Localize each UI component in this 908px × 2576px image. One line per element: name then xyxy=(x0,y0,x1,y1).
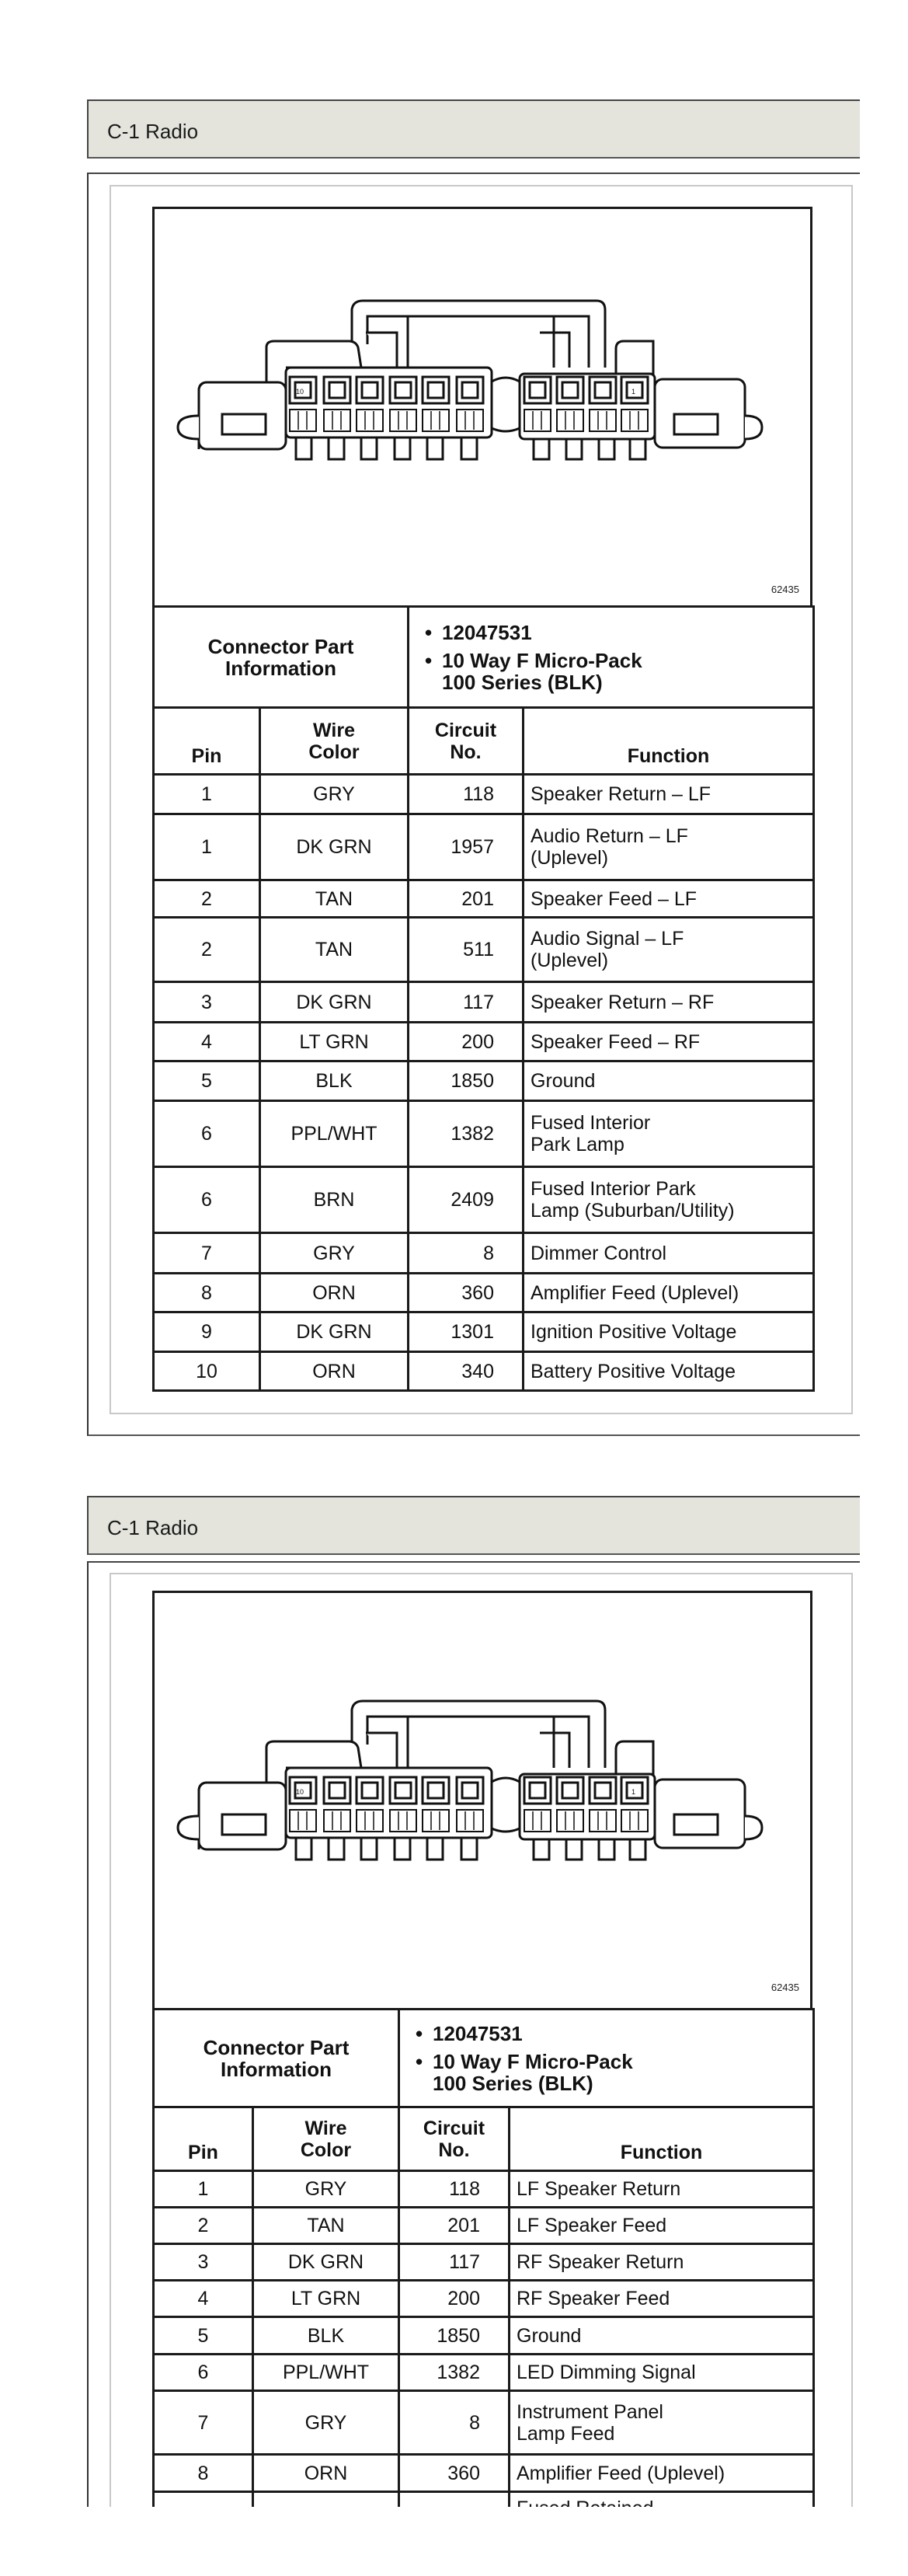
part-number: • 12047531 xyxy=(425,622,806,643)
table-row xyxy=(154,2455,814,2492)
wire-color-cell: BLK xyxy=(253,2317,399,2355)
wire-color-cell: GRY xyxy=(253,2391,399,2455)
table-row xyxy=(154,982,814,1023)
pin-cell: 4 xyxy=(154,1023,260,1061)
pin-cell: 2 xyxy=(154,918,260,982)
panel-2-title: C-1 Radio xyxy=(107,1516,199,1539)
panel-1-connector-diagram xyxy=(152,207,812,608)
table-row xyxy=(154,2171,814,2208)
col-pin: Pin xyxy=(154,708,260,775)
circuit-cell: 1850 xyxy=(409,1061,524,1101)
table-row xyxy=(154,1167,814,1233)
wire-color-cell: ORN xyxy=(253,2455,399,2492)
wire-color-cell: DK GRN xyxy=(253,2244,399,2281)
wire-color-cell: TAN xyxy=(260,880,409,918)
pin-cell: 1 xyxy=(154,814,260,880)
circuit-cell: 1957 xyxy=(409,814,524,880)
wire-color-cell: DK GRN xyxy=(260,1312,409,1352)
col-wire-color: Wire Color xyxy=(260,708,409,775)
col-circuit: Circuit No. xyxy=(409,708,524,775)
connector-info-label: Connector Part Information xyxy=(154,607,409,708)
table-row xyxy=(154,1061,814,1101)
wire-color-cell: BLK xyxy=(260,1061,409,1101)
pin-cell: 1 xyxy=(154,775,260,814)
part-number: • 12047531 xyxy=(416,2023,806,2044)
table-row xyxy=(154,1023,814,1061)
pin-cell: 2 xyxy=(154,2208,253,2244)
circuit-cell: 117 xyxy=(399,2244,510,2281)
pin-cell: 2 xyxy=(154,880,260,918)
circuit-cell: 8 xyxy=(409,1233,524,1274)
function-cell: Fused Interior Park Lamp xyxy=(524,1101,814,1167)
pin-label-10: 10 xyxy=(296,1788,304,1796)
function-cell: Ignition Positive Voltage xyxy=(524,1312,814,1352)
table-row xyxy=(154,880,814,918)
circuit-cell: 1382 xyxy=(409,1101,524,1167)
connector-info-label: Connector Part Information xyxy=(154,2010,399,2107)
function-cell: Speaker Feed – LF xyxy=(524,880,814,918)
wire-color-cell: BRN xyxy=(260,1167,409,1233)
circuit-cell: 2409 xyxy=(409,1167,524,1233)
circuit-cell: 200 xyxy=(409,1023,524,1061)
connector-info-row xyxy=(154,607,814,708)
wire-color-cell: ORN xyxy=(260,1274,409,1312)
circuit-cell: 201 xyxy=(399,2208,510,2244)
panel-2-header xyxy=(87,1496,860,1555)
panel-2-pinout-table xyxy=(152,2008,815,2539)
function-cell: Ground xyxy=(510,2317,814,2355)
panel-1-title: C-1 Radio xyxy=(107,120,199,143)
connector-face-drawing xyxy=(155,1593,815,2013)
table-row xyxy=(154,2244,814,2281)
col-circuit: Circuit No. xyxy=(399,2107,510,2171)
col-function: Function xyxy=(524,708,814,775)
pin-cell: 5 xyxy=(154,1061,260,1101)
function-cell: Fused Interior Park Lamp (Suburban/Utility) xyxy=(524,1167,814,1233)
function-cell: Ground xyxy=(524,1061,814,1101)
function-cell: Instrument Panel Lamp Feed xyxy=(510,2391,814,2455)
wire-color-cell: DK GRN xyxy=(260,814,409,880)
circuit-cell: 118 xyxy=(409,775,524,814)
table-header-row xyxy=(154,2107,814,2171)
circuit-cell: 118 xyxy=(399,2171,510,2208)
table-row xyxy=(154,1101,814,1167)
pin-label-1: 1 xyxy=(631,388,636,396)
function-cell: RF Speaker Return xyxy=(510,2244,814,2281)
col-wire-color: Wire Color xyxy=(253,2107,399,2171)
wire-color-cell: GRY xyxy=(260,1233,409,1274)
connector-description: • 10 Way F Micro-Pack xyxy=(425,650,806,671)
wire-color-cell: LT GRN xyxy=(260,1023,409,1061)
pin-cell: 6 xyxy=(154,2355,253,2391)
wire-color-cell: TAN xyxy=(260,918,409,982)
pin-cell: 8 xyxy=(154,1274,260,1312)
connector-info-row xyxy=(154,2010,814,2107)
function-cell: Audio Signal – LF (Uplevel) xyxy=(524,918,814,982)
col-function: Function xyxy=(510,2107,814,2171)
table-row xyxy=(154,2391,814,2455)
wire-color-cell: PPL/WHT xyxy=(260,1101,409,1167)
function-cell: LED Dimming Signal xyxy=(510,2355,814,2391)
wire-color-cell: GRY xyxy=(253,2171,399,2208)
function-cell: Audio Return – LF (Uplevel) xyxy=(524,814,814,880)
function-cell: Amplifier Feed (Uplevel) xyxy=(524,1274,814,1312)
pin-cell: 3 xyxy=(154,982,260,1023)
circuit-cell: 8 xyxy=(399,2391,510,2455)
table-row xyxy=(154,2355,814,2391)
wire-color-cell: PPL/WHT xyxy=(253,2355,399,2391)
pin-label-1: 1 xyxy=(631,1788,636,1796)
table-row xyxy=(154,1312,814,1352)
pin-cell: 7 xyxy=(154,1233,260,1274)
circuit-cell: 200 xyxy=(399,2281,510,2317)
table-row xyxy=(154,2208,814,2244)
connector-description: • 10 Way F Micro-Pack xyxy=(416,2051,806,2072)
function-cell: Speaker Return – RF xyxy=(524,982,814,1023)
table-row xyxy=(154,1352,814,1391)
panel-2-connector-diagram xyxy=(152,1591,812,2010)
connector-info-values: • 12047531 • 10 Way F Micro-Pack 100 Series (BLK) xyxy=(409,607,814,708)
circuit-cell: 1382 xyxy=(399,2355,510,2391)
function-cell: LF Speaker Feed xyxy=(510,2208,814,2244)
wire-color-cell: DK GRN xyxy=(260,982,409,1023)
table-row xyxy=(154,2281,814,2317)
function-cell: Dimmer Control xyxy=(524,1233,814,1274)
circuit-cell: 360 xyxy=(409,1274,524,1312)
wire-color-cell: ORN xyxy=(260,1352,409,1391)
pin-cell: 7 xyxy=(154,2391,253,2455)
figure-number: 62435 xyxy=(771,584,799,595)
pin-cell: 5 xyxy=(154,2317,253,2355)
pin-cell: 4 xyxy=(154,2281,253,2317)
panel-1-header xyxy=(87,99,860,159)
function-cell: Speaker Feed – RF xyxy=(524,1023,814,1061)
pin-cell: 9 xyxy=(154,1312,260,1352)
connector-face-drawing xyxy=(155,209,815,610)
pin-cell: 6 xyxy=(154,1167,260,1233)
circuit-cell: 117 xyxy=(409,982,524,1023)
panel-1-pinout-table xyxy=(152,605,815,1392)
function-cell: Battery Positive Voltage xyxy=(524,1352,814,1391)
function-cell: LF Speaker Return xyxy=(510,2171,814,2208)
wire-color-cell: TAN xyxy=(253,2208,399,2244)
wire-color-cell: LT GRN xyxy=(253,2281,399,2317)
circuit-cell: 340 xyxy=(409,1352,524,1391)
table-row xyxy=(154,1233,814,1274)
table-row xyxy=(154,814,814,880)
figure-number: 62435 xyxy=(771,1982,799,1993)
table-row xyxy=(154,775,814,814)
pin-label-10: 10 xyxy=(296,388,304,396)
table-row xyxy=(154,918,814,982)
function-cell: Speaker Return – LF xyxy=(524,775,814,814)
circuit-cell: 511 xyxy=(409,918,524,982)
pin-cell: 6 xyxy=(154,1101,260,1167)
table-row xyxy=(154,2317,814,2355)
col-pin: Pin xyxy=(154,2107,253,2171)
function-cell: Amplifier Feed (Uplevel) xyxy=(510,2455,814,2492)
table-header-row xyxy=(154,708,814,775)
pin-cell: 1 xyxy=(154,2171,253,2208)
wire-color-cell: GRY xyxy=(260,775,409,814)
function-cell: RF Speaker Feed xyxy=(510,2281,814,2317)
circuit-cell: 1850 xyxy=(399,2317,510,2355)
pin-cell: 10 xyxy=(154,1352,260,1391)
connector-info-values: • 12047531 • 10 Way F Micro-Pack 100 Series (BLK) xyxy=(399,2010,814,2107)
circuit-cell: 360 xyxy=(399,2455,510,2492)
page-cutoff xyxy=(0,2507,908,2576)
circuit-cell: 1301 xyxy=(409,1312,524,1352)
pin-cell: 3 xyxy=(154,2244,253,2281)
pin-cell: 8 xyxy=(154,2455,253,2492)
table-row xyxy=(154,1274,814,1312)
circuit-cell: 201 xyxy=(409,880,524,918)
